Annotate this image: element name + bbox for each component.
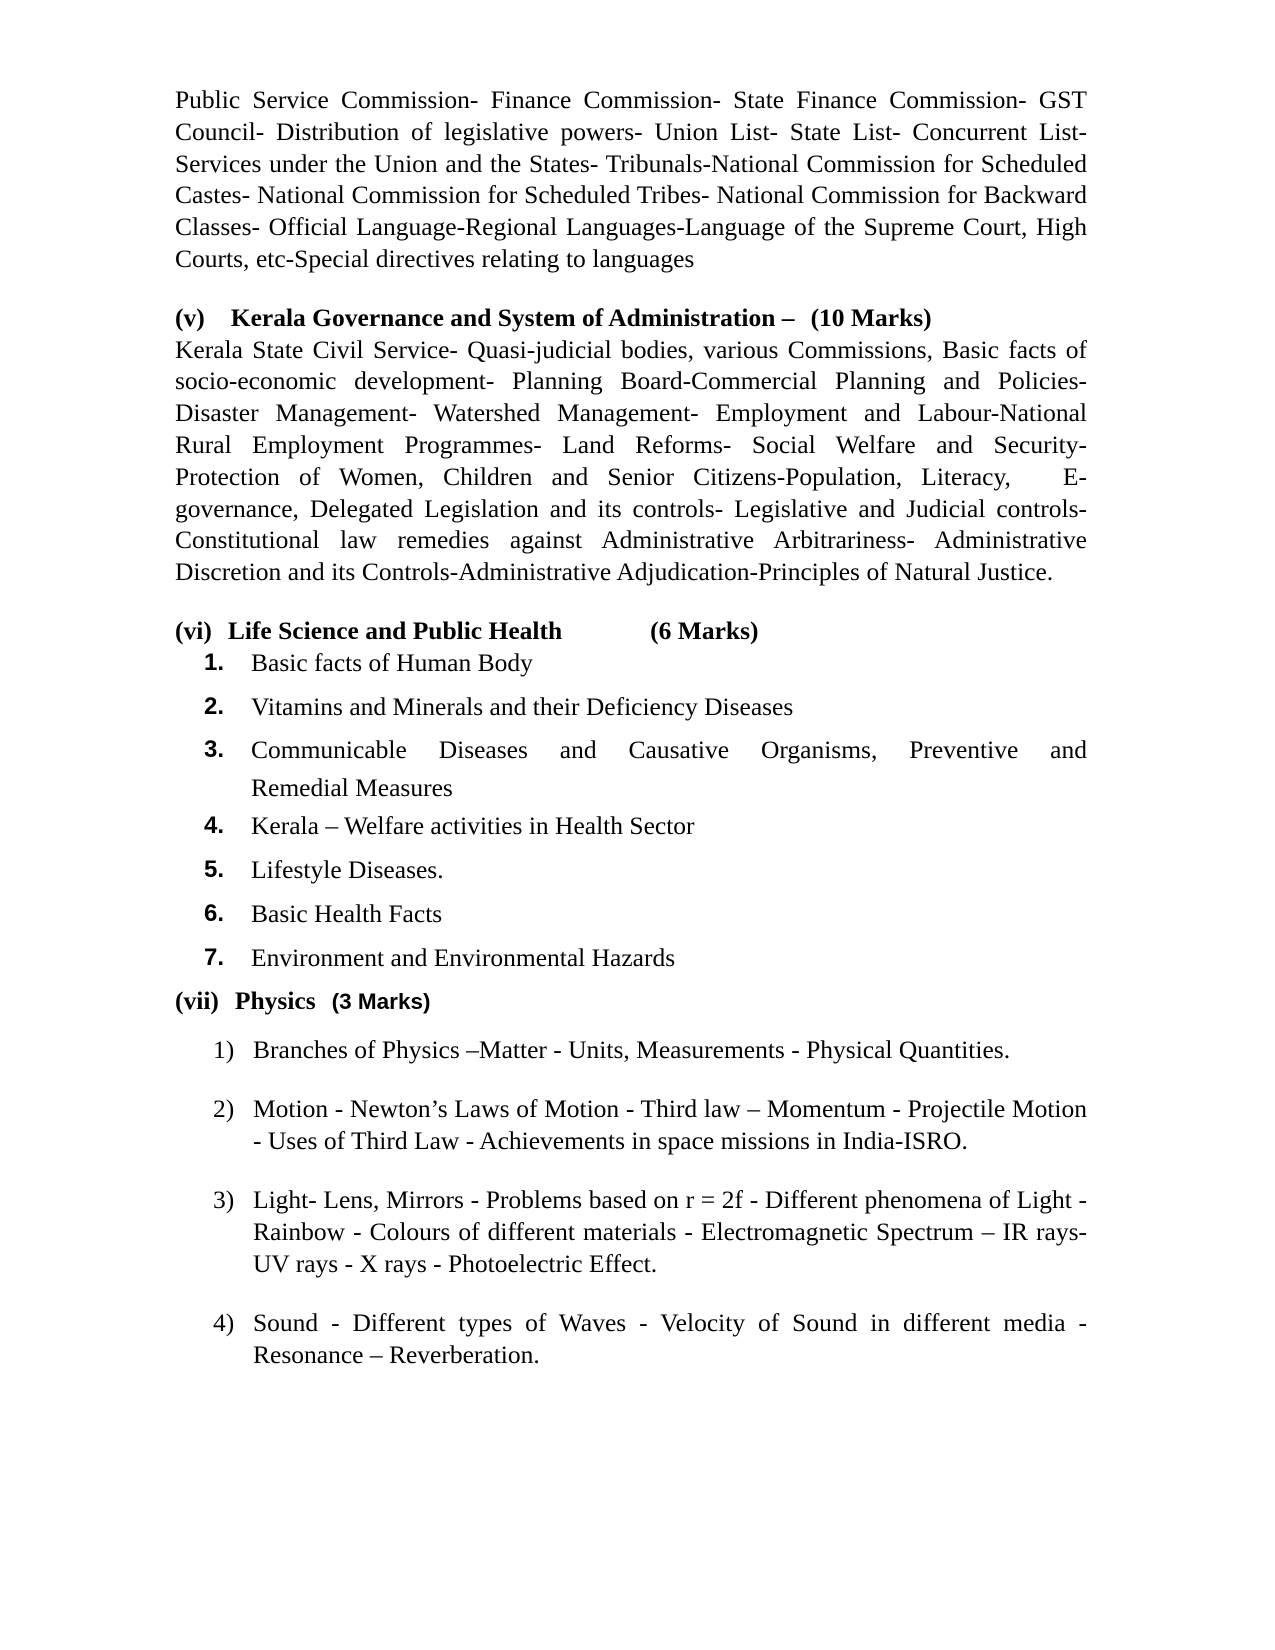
list-item-text: Vitamins and Minerals and their Deficiency Diseases [251,691,794,721]
list-item [175,1184,1087,1280]
list-item-text: Motion - Newton’s Laws of Motion - Third law – Momentum - Projectile Motion - Uses of Third Law - Achievements in space missions in India-ISRO. [253,1094,1087,1156]
section-v-body-part-2: Population, Literacy, [785,461,1011,491]
section-vii-heading [175,985,1087,1018]
list-item [175,691,1087,723]
physics-list [175,1034,1087,1371]
list-item-text: Communicable Diseases and Causative Organisms, Preventive and [251,735,1087,765]
list-item-text: Branches of Physics –Matter - Units, Measurements - Physical Quantities. [253,1035,1011,1065]
section-vi-marks: (6 Marks) [650,615,759,645]
list-item [175,854,1087,886]
life-science-list [175,647,1087,974]
list-item-text: Environment and Environmental Hazards [251,942,676,972]
list-item [175,1034,1087,1066]
list-item-text: Kerala – Welfare activities in Health Sector [251,811,695,841]
list-marker: 3) [213,1185,235,1215]
list-item [175,898,1087,930]
list-item-text: Basic Health Facts [251,898,443,928]
list-marker: 5. [204,855,225,883]
list-item [175,647,1087,679]
section-vii-title: Physics [234,986,316,1016]
spacer [175,1018,1087,1034]
section-vi-heading [175,615,1087,647]
section-v-body-part-3: E-governance, Delegated Legislation and its controls- Legislative and Judicial controls- Constitutional law remedies against Administrative Arbitrariness- Administrative Discretion and its Controls-Administrative Adjudication-Principles of Natural Justice. [175,461,1087,587]
list-marker: 2) [213,1094,235,1124]
section-v-heading [175,302,1087,334]
section-v-body-part-1: Kerala State Civil Service- Quasi-judicial bodies, various Commissions, Basic facts of socio-economic development- Planning Board-Commercial Planning and Policies- Disaster Management- Watershed Management- Employment and Labour-National Rural Employment Programmes- Land Reforms- Social Welfare and Security- Protection of Women, Children and Senior Citizens- [175,334,1087,491]
spacer [175,275,1087,302]
spacer [175,588,1087,615]
list-item-text: Light- Lens, Mirrors - Problems based on r = 2f - Different phenomena of Light - Rainbow - Colours of different materials - Electromagnetic Spectrum – IR rays- UV rays - X rays - Photoelectric Effect. [253,1185,1087,1279]
list-item-text: Basic facts of Human Body [251,647,533,677]
list-marker: 3. [204,736,225,764]
list-item [175,1093,1087,1157]
section-vi-roman: (vi) [175,615,212,645]
intro-paragraph: Public Service Commission- Finance Commission- State Finance Commission- GST Council- Distribution of legislative powers- Union List- State List- Concurrent List- Services under the Union and the States- Tribunals-National Commission for Scheduled Castes- National Commission for Scheduled Tribes- National Commission for Backward Classes- Official Language-Regional Languages-Language of the Supreme Court, High Courts, etc-Special directives relating to languages [175,85,1087,273]
list-item [175,810,1087,842]
list-marker: 7. [204,943,225,971]
list-item-text: Sound - Different types of Waves - Velocity of Sound in different media - Resonance – Reverberation. [253,1308,1087,1370]
section-v-marks: (10 Marks) [810,302,932,332]
list-marker: 4) [213,1308,235,1338]
list-item [175,734,1087,810]
list-item-text: Lifestyle Diseases. [251,854,444,884]
section-v-roman: (v) [175,302,205,332]
list-marker: 4. [204,812,225,840]
list-marker: 2. [204,692,225,720]
list-marker: 1) [213,1035,235,1065]
list-marker: 1. [204,648,225,676]
list-item [175,1307,1087,1371]
list-marker: 6. [204,899,225,927]
section-v-title: Kerala Governance and System of Administration – [230,302,795,332]
section-vii-roman: (vii) [175,986,219,1016]
section-v-body [175,334,1087,588]
list-item [175,942,1087,974]
list-item-continuation: Remedial Measures [251,773,453,803]
section-vii-marks: (3 Marks) [331,989,431,1015]
spacer [175,973,1087,985]
section-vi-title: Life Science and Public Health [227,615,563,645]
